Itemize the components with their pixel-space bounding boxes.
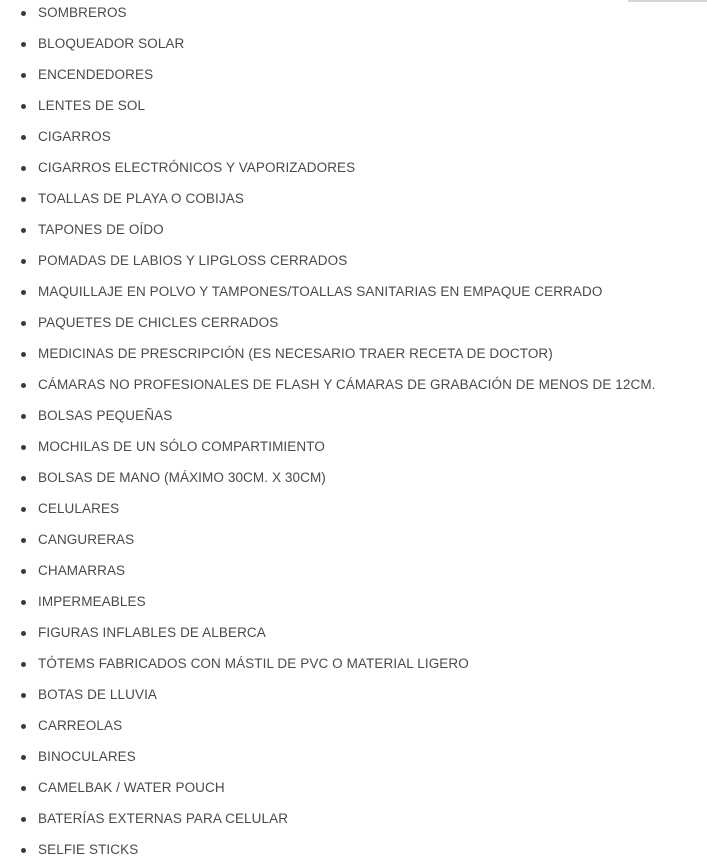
bullet-icon (21, 383, 26, 388)
bullet-icon (21, 538, 26, 543)
bullet-icon (21, 724, 26, 729)
bullet-icon (21, 569, 26, 574)
list-item-label: BINOCULARES (38, 749, 136, 764)
list-item-label: TOALLAS DE PLAYA O COBIJAS (38, 191, 244, 206)
list-item (0, 218, 707, 249)
list-item-label: CELULARES (38, 501, 120, 516)
bullet-icon (21, 600, 26, 605)
bullet-icon (21, 414, 26, 419)
list-item-label: MAQUILLAJE EN POLVO Y TAMPONES/TOALLAS SANITARIAS EN EMPAQUE CERRADO (38, 284, 603, 299)
list-item (0, 776, 707, 807)
bullet-icon (21, 693, 26, 698)
list-item-label: SOMBREROS (38, 5, 127, 20)
bullet-icon (21, 135, 26, 140)
list-item (0, 1, 707, 32)
list-item-label: ENCENDEDORES (38, 67, 154, 82)
bullet-icon (21, 321, 26, 326)
list-item (0, 373, 707, 404)
list-item (0, 683, 707, 714)
list-item-label: BOLSAS DE MANO (MÁXIMO 30CM. X 30CM) (38, 470, 326, 485)
list-item (0, 590, 707, 621)
list-item (0, 528, 707, 559)
bullet-icon (21, 166, 26, 171)
bullet-icon (21, 197, 26, 202)
list-item-label: TAPONES DE OÍDO (38, 222, 164, 237)
list-item-label: MOCHILAS DE UN SÓLO COMPARTIMIENTO (38, 439, 325, 454)
bullet-icon (21, 755, 26, 760)
list-item-label: BLOQUEADOR SOLAR (38, 36, 185, 51)
list-item (0, 249, 707, 280)
bullet-icon (21, 259, 26, 264)
bullet-icon (21, 290, 26, 295)
list-item-label: POMADAS DE LABIOS Y LIPGLOSS CERRADOS (38, 253, 348, 268)
bullet-icon (21, 352, 26, 357)
list-item-label: IMPERMEABLES (38, 594, 146, 609)
list-item-label: BATERÍAS EXTERNAS PARA CELULAR (38, 811, 289, 826)
list-item (0, 807, 707, 838)
bullet-icon (21, 42, 26, 47)
list-item-label: BOLSAS PEQUEÑAS (38, 408, 173, 423)
list-item-label: CHAMARRAS (38, 563, 126, 578)
list-item (0, 745, 707, 776)
list-item-label: SELFIE STICKS (38, 842, 139, 857)
bullet-icon (21, 228, 26, 233)
list-item-label: FIGURAS INFLABLES DE ALBERCA (38, 625, 266, 640)
allowed-items-list (0, 1, 707, 862)
bullet-icon (21, 662, 26, 667)
list-item (0, 714, 707, 745)
list-item-label: CAMELBAK / WATER POUCH (38, 780, 225, 795)
list-item (0, 621, 707, 652)
bullet-icon (21, 11, 26, 16)
list-item (0, 652, 707, 683)
list-item-label: TÓTEMS FABRICADOS CON MÁSTIL DE PVC O MATERIAL LIGERO (38, 656, 469, 671)
list-item-label: LENTES DE SOL (38, 98, 146, 113)
list-item-label: CIGARROS ELECTRÓNICOS Y VAPORIZADORES (38, 160, 356, 175)
list-item-label: MEDICINAS DE PRESCRIPCIÓN (ES NECESARIO TRAER RECETA DE DOCTOR) (38, 346, 553, 361)
list-item (0, 63, 707, 94)
list-item (0, 187, 707, 218)
bullet-icon (21, 445, 26, 450)
list-item (0, 32, 707, 63)
bullet-icon (21, 848, 26, 853)
list-item-label: CÁMARAS NO PROFESIONALES DE FLASH Y CÁMARAS DE GRABACIÓN DE MENOS DE 12CM. (38, 377, 656, 392)
list-item-label: PAQUETES DE CHICLES CERRADOS (38, 315, 279, 330)
list-item-label: BOTAS DE LLUVIA (38, 687, 158, 702)
list-item (0, 125, 707, 156)
list-item-label: CIGARROS (38, 129, 111, 144)
list-item (0, 94, 707, 125)
bullet-icon (21, 631, 26, 636)
list-item (0, 342, 707, 373)
list-item (0, 559, 707, 590)
bullet-icon (21, 786, 26, 791)
list-item (0, 280, 707, 311)
list-item (0, 435, 707, 466)
list-item (0, 404, 707, 435)
bullet-icon (21, 507, 26, 512)
list-item (0, 311, 707, 342)
list-item (0, 497, 707, 528)
list-item-label: CARREOLAS (38, 718, 123, 733)
bullet-icon (21, 73, 26, 78)
list-item (0, 156, 707, 187)
bullet-icon (21, 104, 26, 109)
list-item-label: CANGURERAS (38, 532, 135, 547)
list-item (0, 838, 707, 862)
list-item (0, 466, 707, 497)
bullet-icon (21, 817, 26, 822)
bullet-icon (21, 476, 26, 481)
